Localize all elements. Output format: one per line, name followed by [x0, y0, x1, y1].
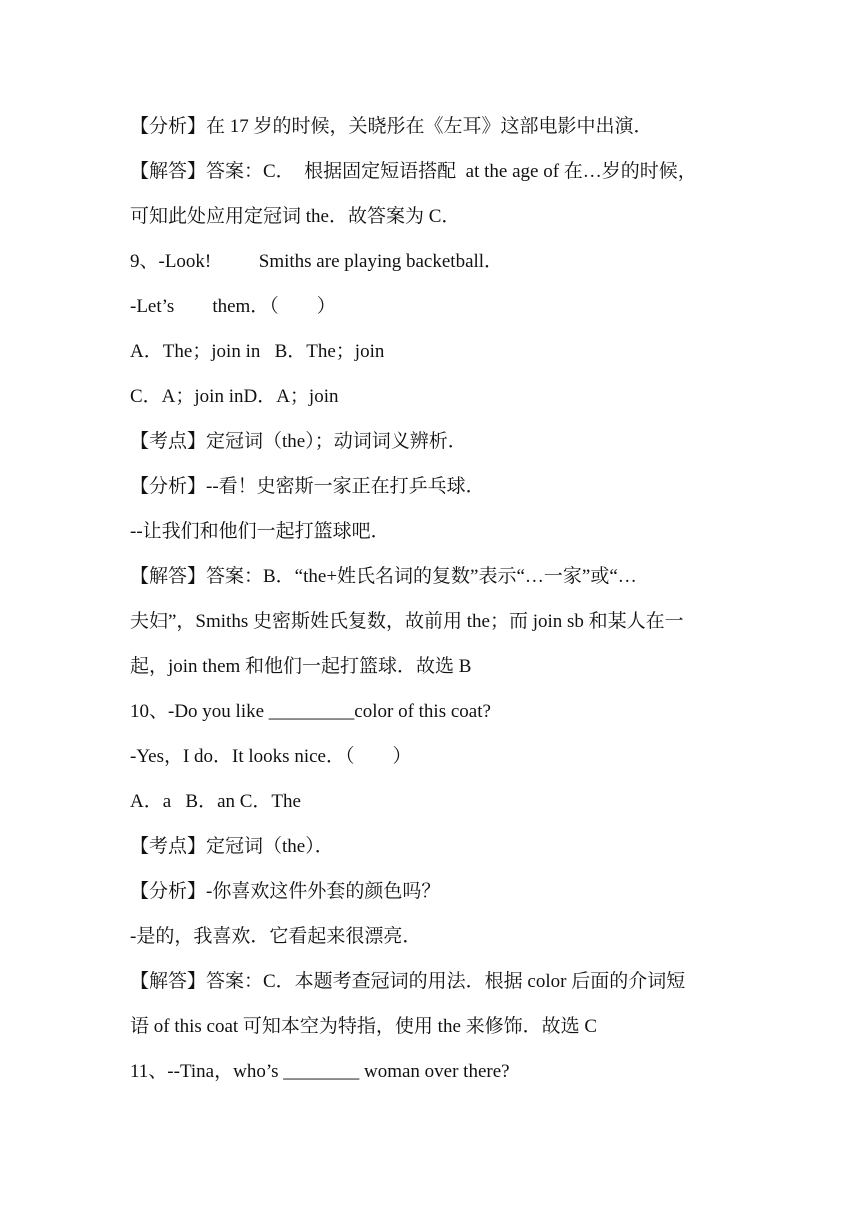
question-9-prompt: 9、-Look! Smiths are playing backetball．: [130, 251, 504, 272]
answer-q8-line2: 可知此处应用定冠词 the．故答案为 C．: [130, 206, 461, 227]
analysis-q9-line1: 【分析】--看！史密斯一家正在打乒乓球．: [130, 476, 485, 497]
analysis-q10-line2: -是的，我喜欢．它看起来很漂亮．: [130, 926, 422, 947]
question-11-prompt: 11、--Tina，who’s ________ woman over there?: [130, 1061, 510, 1082]
question-9-options-ab: A．The；join in B．The；join: [130, 341, 385, 362]
answer-q9-line1: 【解答】答案：B．“the+姓氏名词的复数”表示“…一家”或“…: [130, 566, 637, 587]
key-point-q9: 【考点】定冠词（the）；动词词义辨析．: [130, 431, 467, 452]
answer-q10-line2: 语 of this coat 可知本空为特指，使用 the 来修饰．故选 C: [130, 1016, 598, 1037]
answer-q8-line1: 【解答】答案：C． 根据固定短语搭配 at the age of 在…岁的时候，: [130, 161, 697, 182]
analysis-q9-line2: --让我们和他们一起打篮球吧．: [130, 521, 390, 542]
question-9-reply: -Let’s them．（ ）: [130, 296, 336, 317]
answer-q10-line1: 【解答】答案：C．本题考查冠词的用法．根据 color 后面的介词短: [130, 971, 686, 992]
analysis-q8: 【分析】在 17 岁的时候，关晓彤在《左耳》这部电影中出演．: [130, 116, 653, 137]
question-10-reply: -Yes，I do．It looks nice．（ ）: [130, 746, 412, 767]
question-9-options-cd: C．A；join inD．A；join: [130, 386, 339, 407]
question-10-prompt: 10、-Do you like _________color of this coat?: [130, 701, 491, 722]
key-point-q10: 【考点】定冠词（the）．: [130, 836, 334, 857]
answer-q9-line2: 夫妇”，Smiths 史密斯姓氏复数，故前用 the；而 join sb 和某人在一: [130, 611, 684, 632]
answer-q9-line3: 起，join them 和他们一起打篮球．故选 B: [130, 656, 472, 677]
question-10-options: A．a B．an C．The: [130, 791, 301, 812]
analysis-q10-line1: 【分析】-你喜欢这件外套的颜色吗？: [130, 881, 441, 902]
